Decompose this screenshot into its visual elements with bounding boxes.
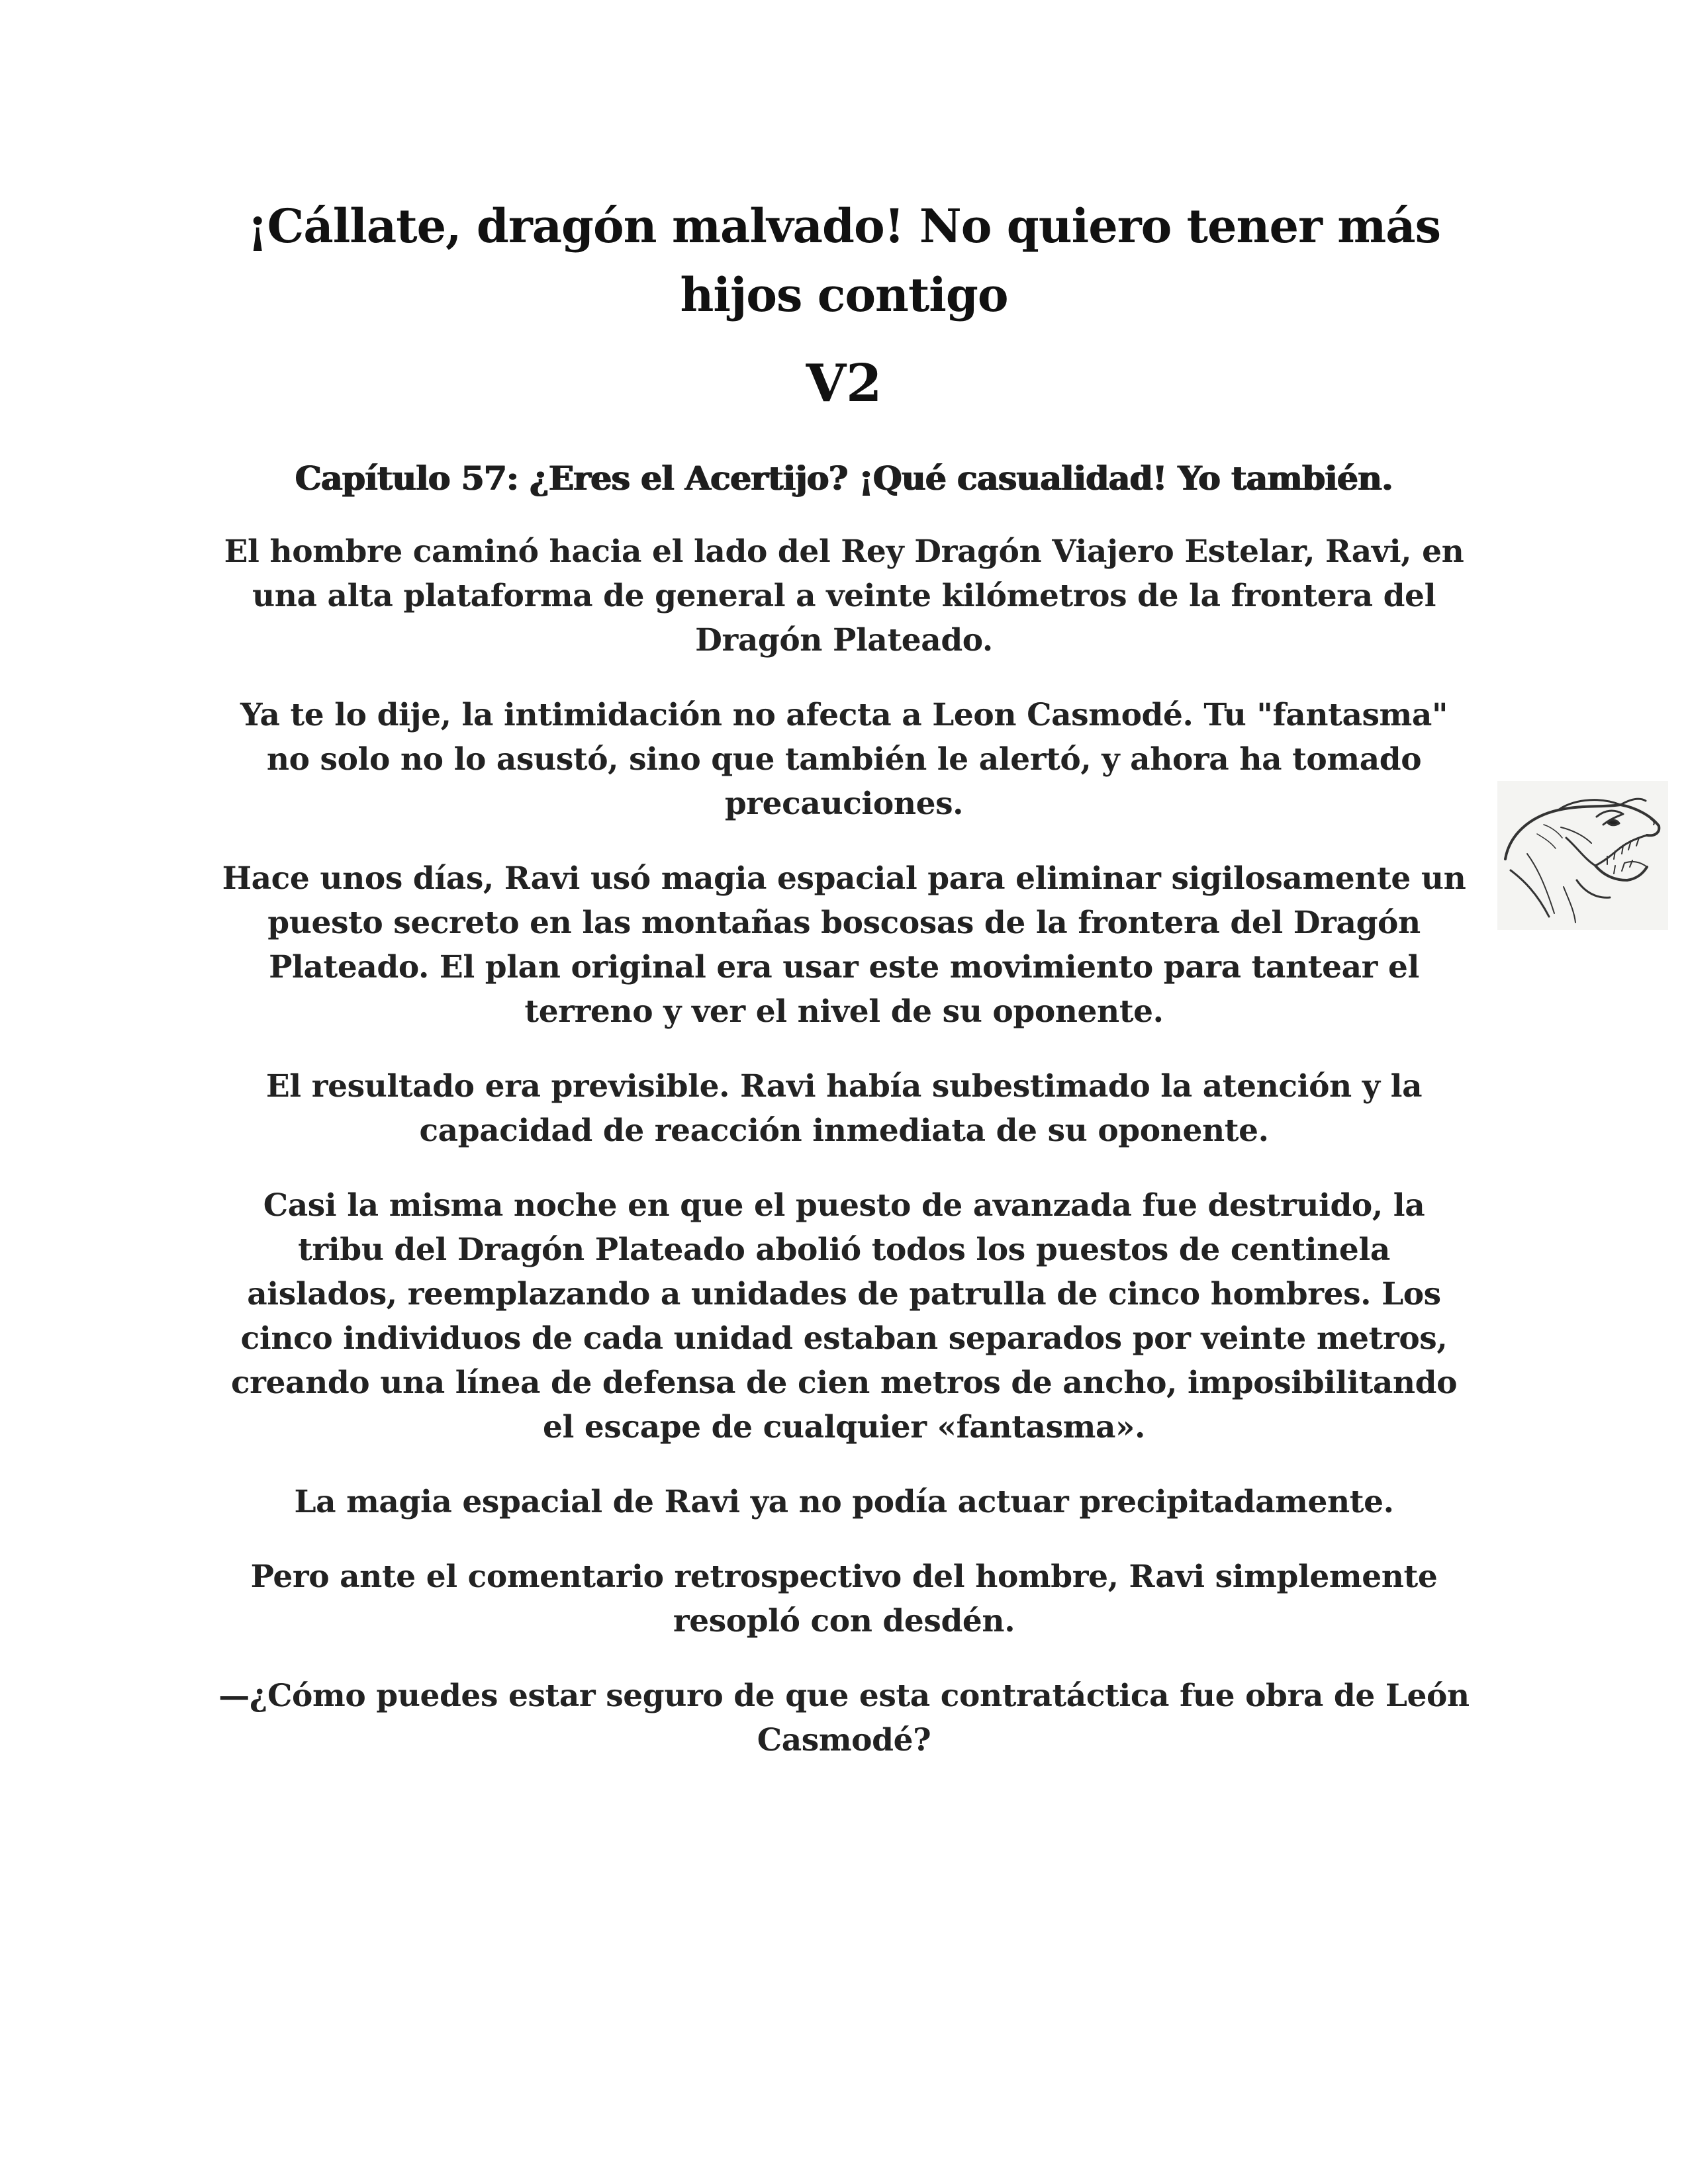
paragraph-1: El hombre caminó hacia el lado del Rey Dragón Viajero Estelar, Ravi, en una alta plataforma de general a veinte kilómetros de la frontera del Dragón Plateado. [224, 533, 1464, 659]
paragraph-2: Ya te lo dije, la intimidación no afecta a Leon Casmodé. Tu "fantasma" no solo no lo asustó, sino que también le alertó, y ahora ha tomado precauciones. [240, 697, 1448, 822]
paragraph-4: El resultado era previsible. Ravi había subestimado la atención y la capacidad de reacción inmediata de su oponente. [265, 1068, 1423, 1149]
dragon-head-sketch-icon [1497, 781, 1668, 930]
body-text [218, 529, 1470, 1793]
page-title: ¡Cállate, dragón malvado! No quiero tener más hijos contigo [247, 199, 1441, 322]
paragraph-6: La magia espacial de Ravi ya no podía actuar precipitadamente. [294, 1484, 1394, 1520]
paragraph-7: Pero ante el comentario retrospectivo del hombre, Ravi simplemente resopló con desdén. [250, 1559, 1438, 1639]
chapter-title: Capítulo 57: ¿Eres el Acertijo? ¡Qué casualidad! Yo también. [295, 459, 1393, 498]
paragraph-8: —¿Cómo puedes estar seguro de que esta contratáctica fue obra de León Casmodé? [218, 1678, 1470, 1758]
volume-label: V2 [806, 353, 882, 414]
paragraph-5: Casi la misma noche en que el puesto de avanzada fue destruido, la tribu del Dragón Plateado abolió todos los puestos de centinela aislados, reemplazando a unidades de patrulla de cinco hombres. Los cinco individuos de cada unidad estaban separados por veinte metros, creando una línea de defensa de cien metros de ancho, imposibilitando el escape de cualquier «fantasma». [230, 1187, 1458, 1445]
paragraph-3: Hace unos días, Ravi usó magia espacial para eliminar sigilosamente un puesto secreto en las montañas boscosas de la frontera del Dragón Plateado. El plan original era usar este movimiento para tantear el terreno y ver el nivel de su oponente. [222, 860, 1466, 1030]
